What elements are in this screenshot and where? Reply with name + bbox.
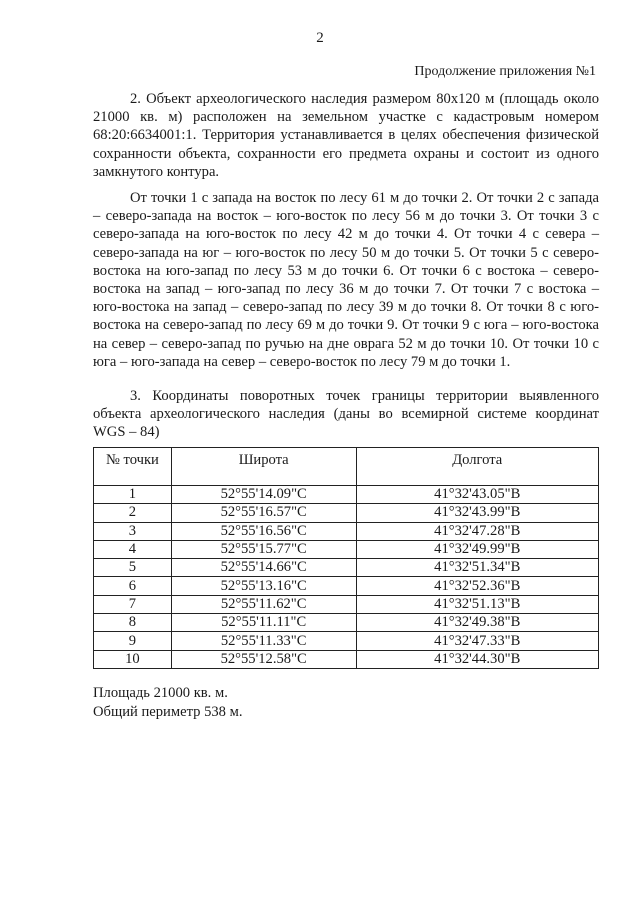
table-row xyxy=(94,614,599,632)
document-body xyxy=(93,90,599,442)
table-row xyxy=(94,595,599,613)
header-longitude: Долгота xyxy=(356,448,599,486)
longitude: 41°32'49.38"В xyxy=(356,614,599,632)
longitude: 41°32'51.13"В xyxy=(356,595,599,613)
table-row xyxy=(94,522,599,540)
latitude: 52°55'11.11"С xyxy=(171,614,356,632)
perimeter-total: Общий периметр 538 м. xyxy=(93,703,243,720)
boundary-description-paragraph: От точки 1 с запада на восток по лесу 61 м до точки 2. От точки 2 с запада – северо-запада на восток – юго-восток по лесу 56 м до точки 3. От точки 3 с северо-запада на юго-восток по лесу 42 м до точки 4. От точки 4 с севера – северо-запада на юг – юго-восток по лесу 50 м до точки 5. От точки 5 с северо-востока на юго-запад по лесу 53 м до точки 6. От точки 6 с востока – северо-востока на запад – юго-запад по лесу 36 м до точки 7. От точки 7 с востока – юго-востока на запад – северо-запад по лесу 39 м до точки 8. От точки 8 с юго-востока на северо-запад по лесу 69 м до точки 9. От точки 9 с юга – юго-востока на север – северо-запад по ручью на дне оврага 52 м до точки 10. От точки 10 с юга – юго-запада на север – северо-восток по лесу 79 м до точки 1. xyxy=(93,190,599,370)
page-number: 2 xyxy=(316,30,324,46)
point-number: 3 xyxy=(94,522,172,540)
latitude: 52°55'16.57"С xyxy=(171,504,356,522)
point-number: 9 xyxy=(94,632,172,650)
appendix-continuation-note: Продолжение приложения №1 xyxy=(414,64,596,79)
area-total: Площадь 21000 кв. м. xyxy=(93,685,228,701)
section-2-paragraph: 2. Объект археологического наследия размером 80х120 м (площадь около 21000 кв. м) расположен на земельном участке с кадастровым номером 68:20:6634001:1. Территория устанавливается в целях обеспечения физической сохранности объекта, сохранности его предмета охраны и состоит из одного замкнутого контура. xyxy=(93,91,599,180)
section-3-paragraph: 3. Координаты поворотных точек границы территории выявленного объекта археологического наследия (даны во всемирной системе координат WGS – 84) xyxy=(93,388,599,441)
table-row xyxy=(94,540,599,558)
latitude: 52°55'14.66"С xyxy=(171,559,356,577)
longitude: 41°32'52.36"В xyxy=(356,577,599,595)
point-number: 8 xyxy=(94,614,172,632)
table-row xyxy=(94,559,599,577)
longitude: 41°32'47.28"В xyxy=(356,522,599,540)
point-number: 5 xyxy=(94,559,172,577)
summary-block xyxy=(93,684,243,721)
latitude: 52°55'11.33"С xyxy=(171,632,356,650)
latitude: 52°55'11.62"С xyxy=(171,595,356,613)
point-number: 4 xyxy=(94,540,172,558)
point-number: 10 xyxy=(94,650,172,668)
header-latitude: Широта xyxy=(171,448,356,486)
longitude: 41°32'49.99"В xyxy=(356,540,599,558)
point-number: 1 xyxy=(94,486,172,504)
table-row xyxy=(94,650,599,668)
latitude: 52°55'16.56"С xyxy=(171,522,356,540)
point-number: 7 xyxy=(94,595,172,613)
table-row xyxy=(94,632,599,650)
table-row xyxy=(94,486,599,504)
latitude: 52°55'12.58"С xyxy=(171,650,356,668)
table-header-row xyxy=(94,448,599,486)
longitude: 41°32'51.34"В xyxy=(356,559,599,577)
latitude: 52°55'14.09"С xyxy=(171,486,356,504)
longitude: 41°32'43.05"В xyxy=(356,486,599,504)
longitude: 41°32'47.33"В xyxy=(356,632,599,650)
table-row xyxy=(94,577,599,595)
latitude: 52°55'13.16"С xyxy=(171,577,356,595)
longitude: 41°32'44.30"В xyxy=(356,650,599,668)
header-point-number: № точки xyxy=(94,448,172,486)
latitude: 52°55'15.77"С xyxy=(171,540,356,558)
point-number: 6 xyxy=(94,577,172,595)
longitude: 41°32'43.99"В xyxy=(356,504,599,522)
point-number: 2 xyxy=(94,504,172,522)
table-row xyxy=(94,504,599,522)
coordinates-table xyxy=(93,447,599,669)
